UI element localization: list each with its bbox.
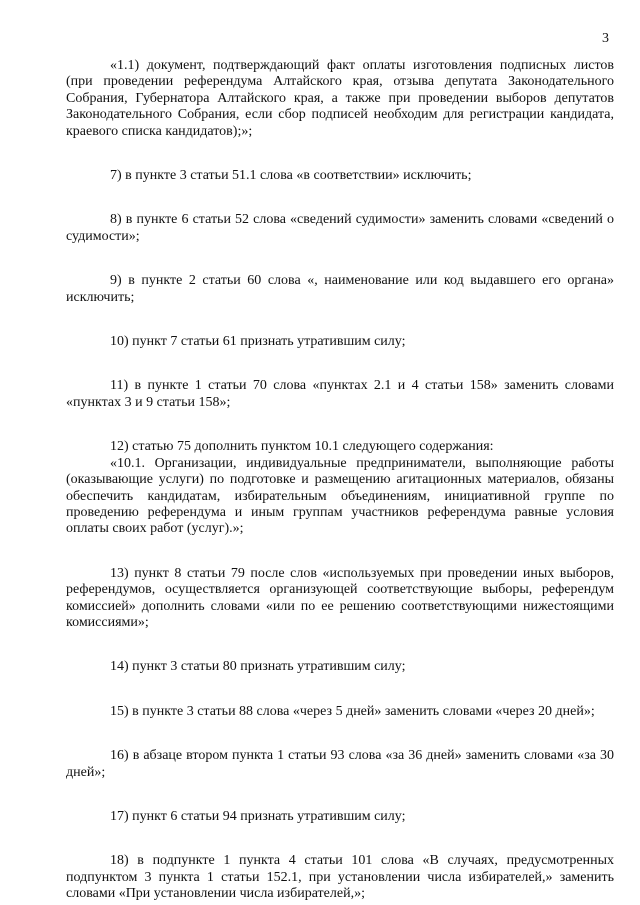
paragraph-item-14: 14) пункт 3 статьи 80 признать утратившим силу; [110,659,406,675]
paragraph-item-15: 15) в пункте 3 статьи 88 слова «через 5 дней» заменить словами «через 20 дней»; [110,703,595,719]
page-number: 3 [602,31,609,46]
paragraph-item-10: 10) пункт 7 статьи 61 признать утратившим силу; [110,334,406,350]
paragraph-item-9: 9) в пункте 2 статьи 60 слова «, наименование или код выдавшего его органа» исключить; [66,273,614,305]
paragraph-item-13: 13) пункт 8 статьи 79 после слов «используемых при проведении иных выборов, референдумов, осуществляется организующей соответствующие выборы, референдум комиссией» дополнить словами «или по ее решению соответствующими нижестоящими комиссиями»; [66,565,614,630]
paragraph-item-16: 16) в абзаце втором пункта 1 статьи 93 слова «за 36 дней» заменить словами «за 30 дней»; [66,748,614,780]
paragraph-item-7: 7) в пункте 3 статьи 51.1 слова «в соответствии» исключить; [110,168,472,184]
paragraph-item-11: 11) в пункте 1 статьи 70 слова «пунктах 2.1 и 4 статьи 158» заменить словами «пунктах 3 и 9 статьи 158»; [66,378,614,410]
paragraph-item-8: 8) в пункте 6 статьи 52 слова «сведений судимости» заменить словами «сведений о судимости»; [66,212,614,244]
document-body [66,58,614,903]
paragraph-item-12: 12) статью 75 дополнить пунктом 10.1 следующего содержания: [110,439,494,455]
paragraph-10-1: «10.1. Организации, индивидуальные предприниматели, выполняющие работы (оказывающие услуги) по подготовке и размещению агитационных материалов, обязаны обеспечить кандидатам, избирательным объединениям, инициативной группе по проведению референдума и иным группам участников референдума равные условия оплаты своих работ (услуг).»; [66,455,614,537]
paragraph-1-1: «1.1) документ, подтверждающий факт оплаты изготовления подписных листов (при проведении референдума Алтайского края, отзыва депутата Законодательного Собрания, Губернатора Алтайского края, а также при проведении выборов депутатов Законодательного Собрания, если сбор подписей необходим для регистрации кандидата, краевого списка кандидатов);»; [66,58,614,139]
paragraph-item-18: 18) в подпункте 1 пункта 4 статьи 101 слова «В случаях, предусмотренных подпунктом 3 пункта 1 статьи 152.1, при установлении числа избирателей,» заменить словами «При установлении числа избирателей,»; [66,853,614,902]
paragraph-item-17: 17) пункт 6 статьи 94 признать утратившим силу; [110,808,406,824]
